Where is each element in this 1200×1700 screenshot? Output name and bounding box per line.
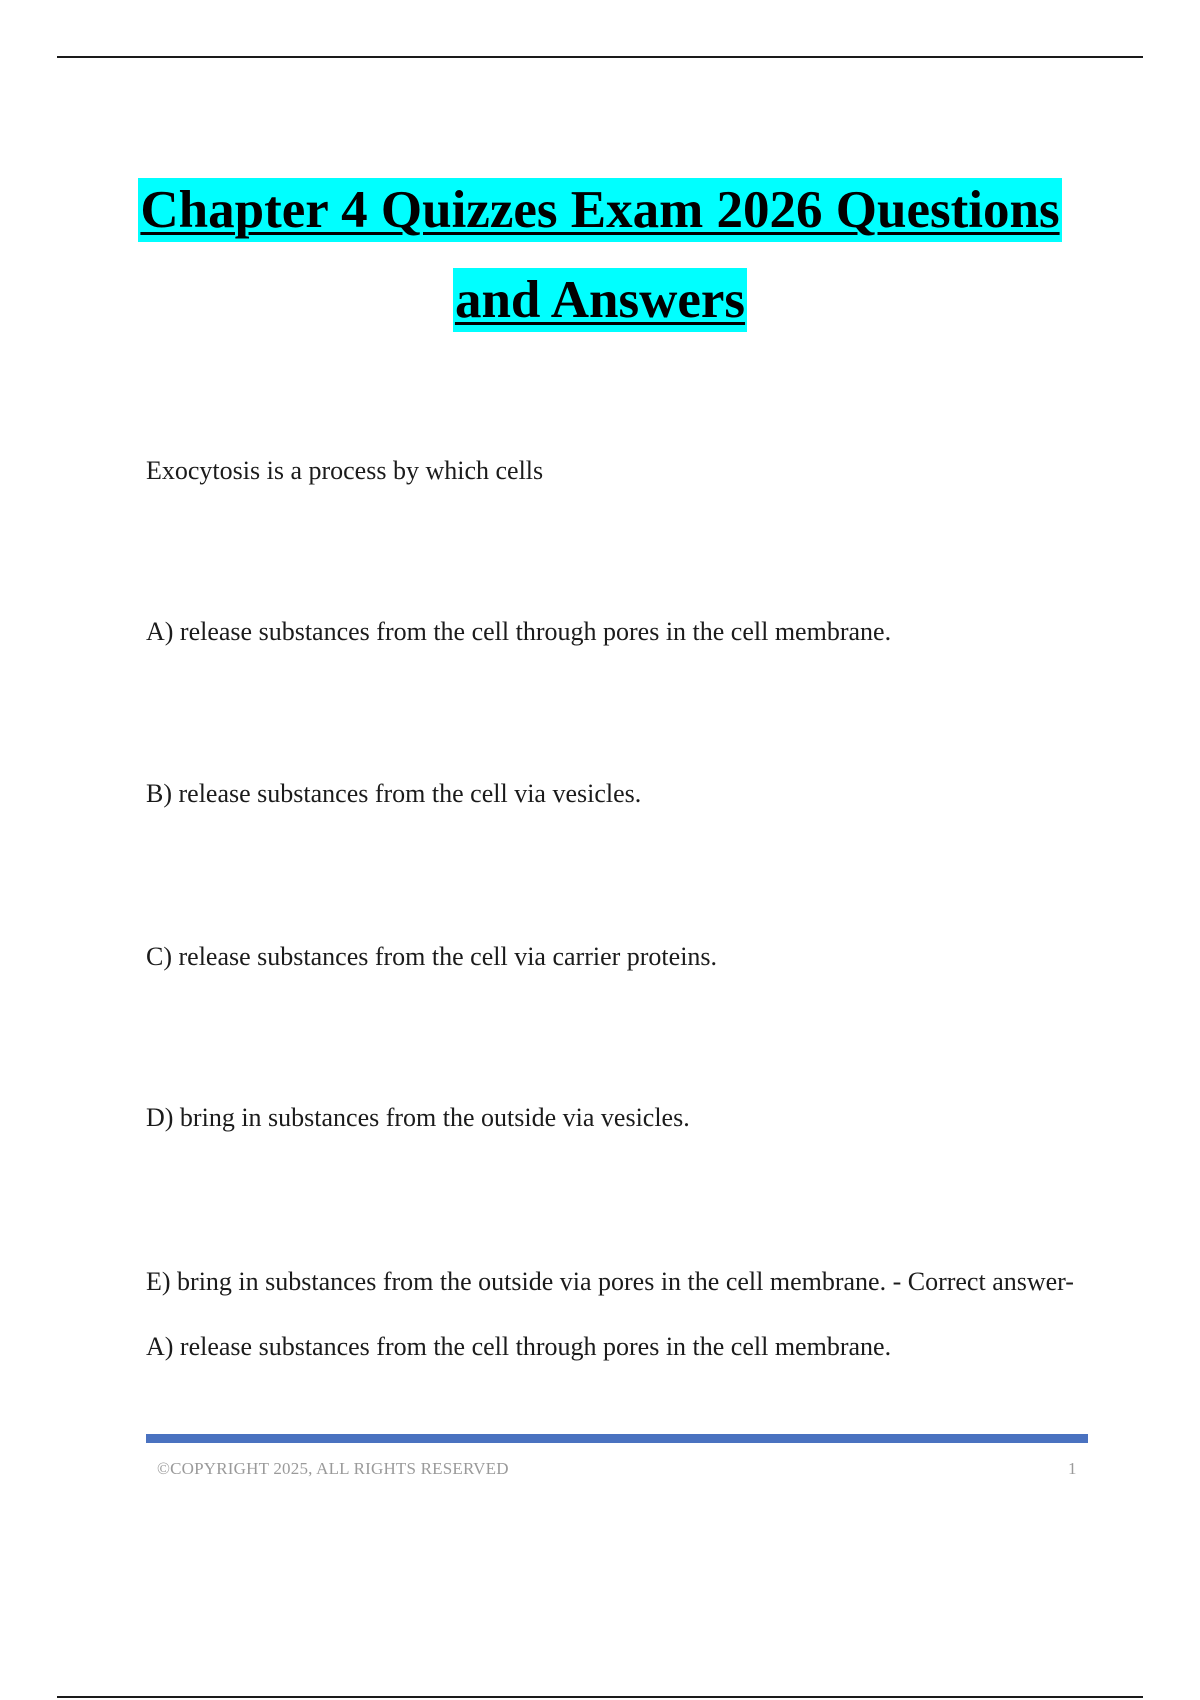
copyright-notice: ©COPYRIGHT 2025, ALL RIGHTS RESERVED	[157, 1459, 509, 1478]
option-d: D) bring in substances from the outside via vesicles.	[146, 1103, 690, 1132]
option-b: B) release substances from the cell via vesicles.	[146, 779, 642, 808]
option-e-with-answer: E) bring in substances from the outside via pores in the cell membrane. - Correct answer-A) release substances from the cell through pores in the cell membrane.	[146, 1267, 1074, 1361]
page-number: 1	[1068, 1459, 1077, 1478]
bottom-rule	[57, 1696, 1143, 1698]
document-title	[0, 178, 1200, 332]
title-line-1: Chapter 4 Quizzes Exam 2026 Questions	[138, 178, 1061, 242]
option-a: A) release substances from the cell through pores in the cell membrane.	[146, 617, 892, 646]
footer-divider-bar	[146, 1434, 1088, 1443]
title-line-2: and Answers	[453, 268, 747, 332]
option-c: C) release substances from the cell via carrier proteins.	[146, 942, 718, 971]
top-rule	[57, 56, 1143, 58]
question-stem: Exocytosis is a process by which cells	[146, 456, 544, 485]
